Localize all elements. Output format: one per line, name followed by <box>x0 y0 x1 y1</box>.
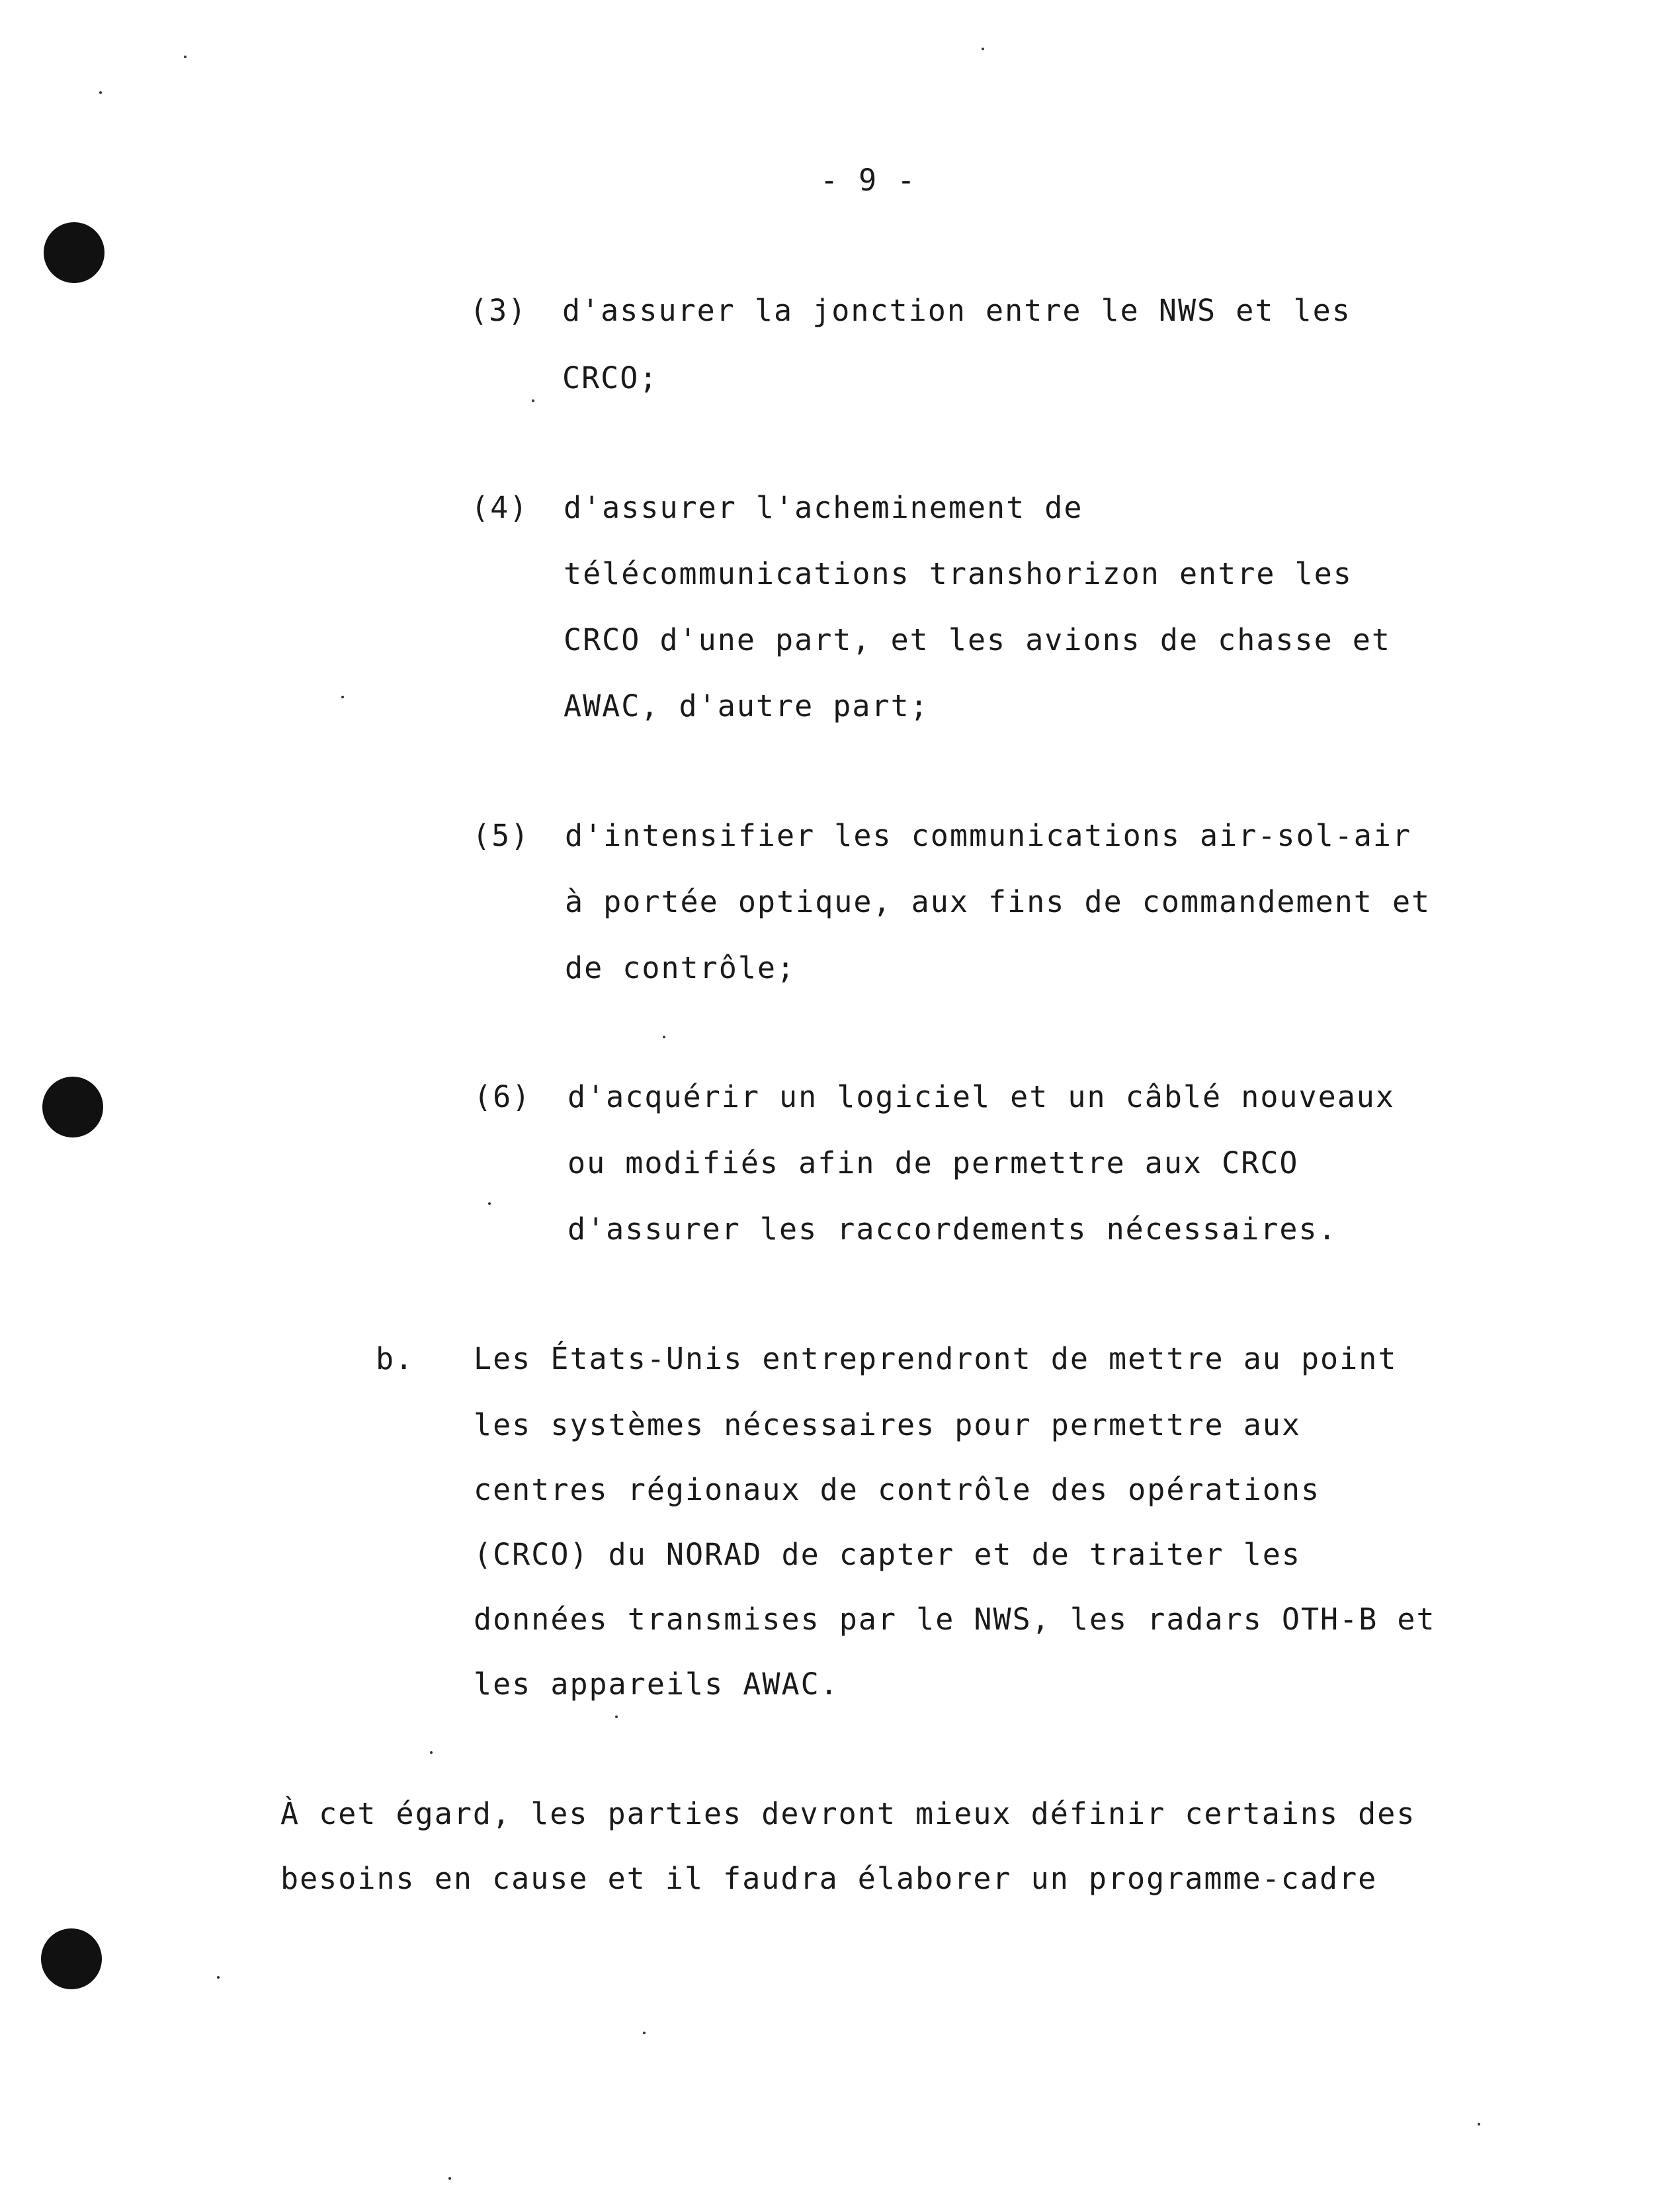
scan-speck <box>217 1976 220 1979</box>
section-line: données transmises par le NWS, les radars OTH-B et <box>474 1602 1436 1637</box>
section-line: (CRCO) du NORAD de capter et de traiter les <box>474 1537 1301 1572</box>
item-line: à portée optique, aux fins de commandement et <box>565 884 1431 919</box>
scan-speck <box>615 1715 618 1718</box>
section-line: Les États-Unis entreprendront de mettre au point <box>474 1341 1398 1376</box>
item-marker: (5) <box>472 818 530 853</box>
punch-hole <box>41 1928 102 1989</box>
section-marker: b. <box>376 1341 415 1376</box>
item-line: d'assurer la jonction entre le NWS et les <box>562 293 1351 328</box>
scan-speck <box>430 1751 433 1754</box>
item-line: ou modifiés afin de permettre aux CRCO <box>567 1145 1299 1180</box>
scan-speck <box>488 1202 491 1205</box>
scan-speck <box>663 1036 665 1038</box>
item-line: d'acquérir un logiciel et un câblé nouveaux <box>567 1079 1395 1114</box>
item-line: télécommunications transhorizon entre les <box>564 556 1353 591</box>
closing-line: besoins en cause et il faudra élaborer un programme-cadre <box>280 1861 1378 1896</box>
page-number: - 9 - <box>820 163 917 198</box>
section-line: centres régionaux de contrôle des opérations <box>474 1472 1321 1507</box>
scan-speck <box>99 91 102 94</box>
scan-speck <box>1478 2123 1480 2126</box>
section-line: les appareils AWAC. <box>474 1667 839 1702</box>
scan-speck <box>448 2177 451 2180</box>
item-line: CRCO d'une part, et les avions de chasse et <box>564 622 1391 657</box>
item-line: d'intensifier les communications air-sol-air <box>565 818 1412 853</box>
item-line: d'assurer les raccordements nécessaires. <box>567 1212 1337 1247</box>
item-marker: (4) <box>471 490 529 525</box>
section-line: les systèmes nécessaires pour permettre aux <box>474 1407 1301 1442</box>
item-line: CRCO; <box>562 360 659 395</box>
scan-speck <box>532 399 534 402</box>
closing-line: À cet égard, les parties devront mieux définir certains des <box>280 1796 1416 1831</box>
item-marker: (3) <box>470 293 528 328</box>
scan-speck <box>341 696 344 698</box>
item-line: d'assurer l'acheminement de <box>564 490 1083 525</box>
item-line: de contrôle; <box>565 950 796 985</box>
punch-hole <box>42 1077 103 1137</box>
punch-hole <box>44 222 105 283</box>
scan-speck <box>982 48 984 50</box>
scan-speck <box>184 56 187 58</box>
item-marker: (6) <box>474 1079 532 1114</box>
item-line: AWAC, d'autre part; <box>564 688 929 723</box>
scan-speck <box>643 2032 646 2034</box>
